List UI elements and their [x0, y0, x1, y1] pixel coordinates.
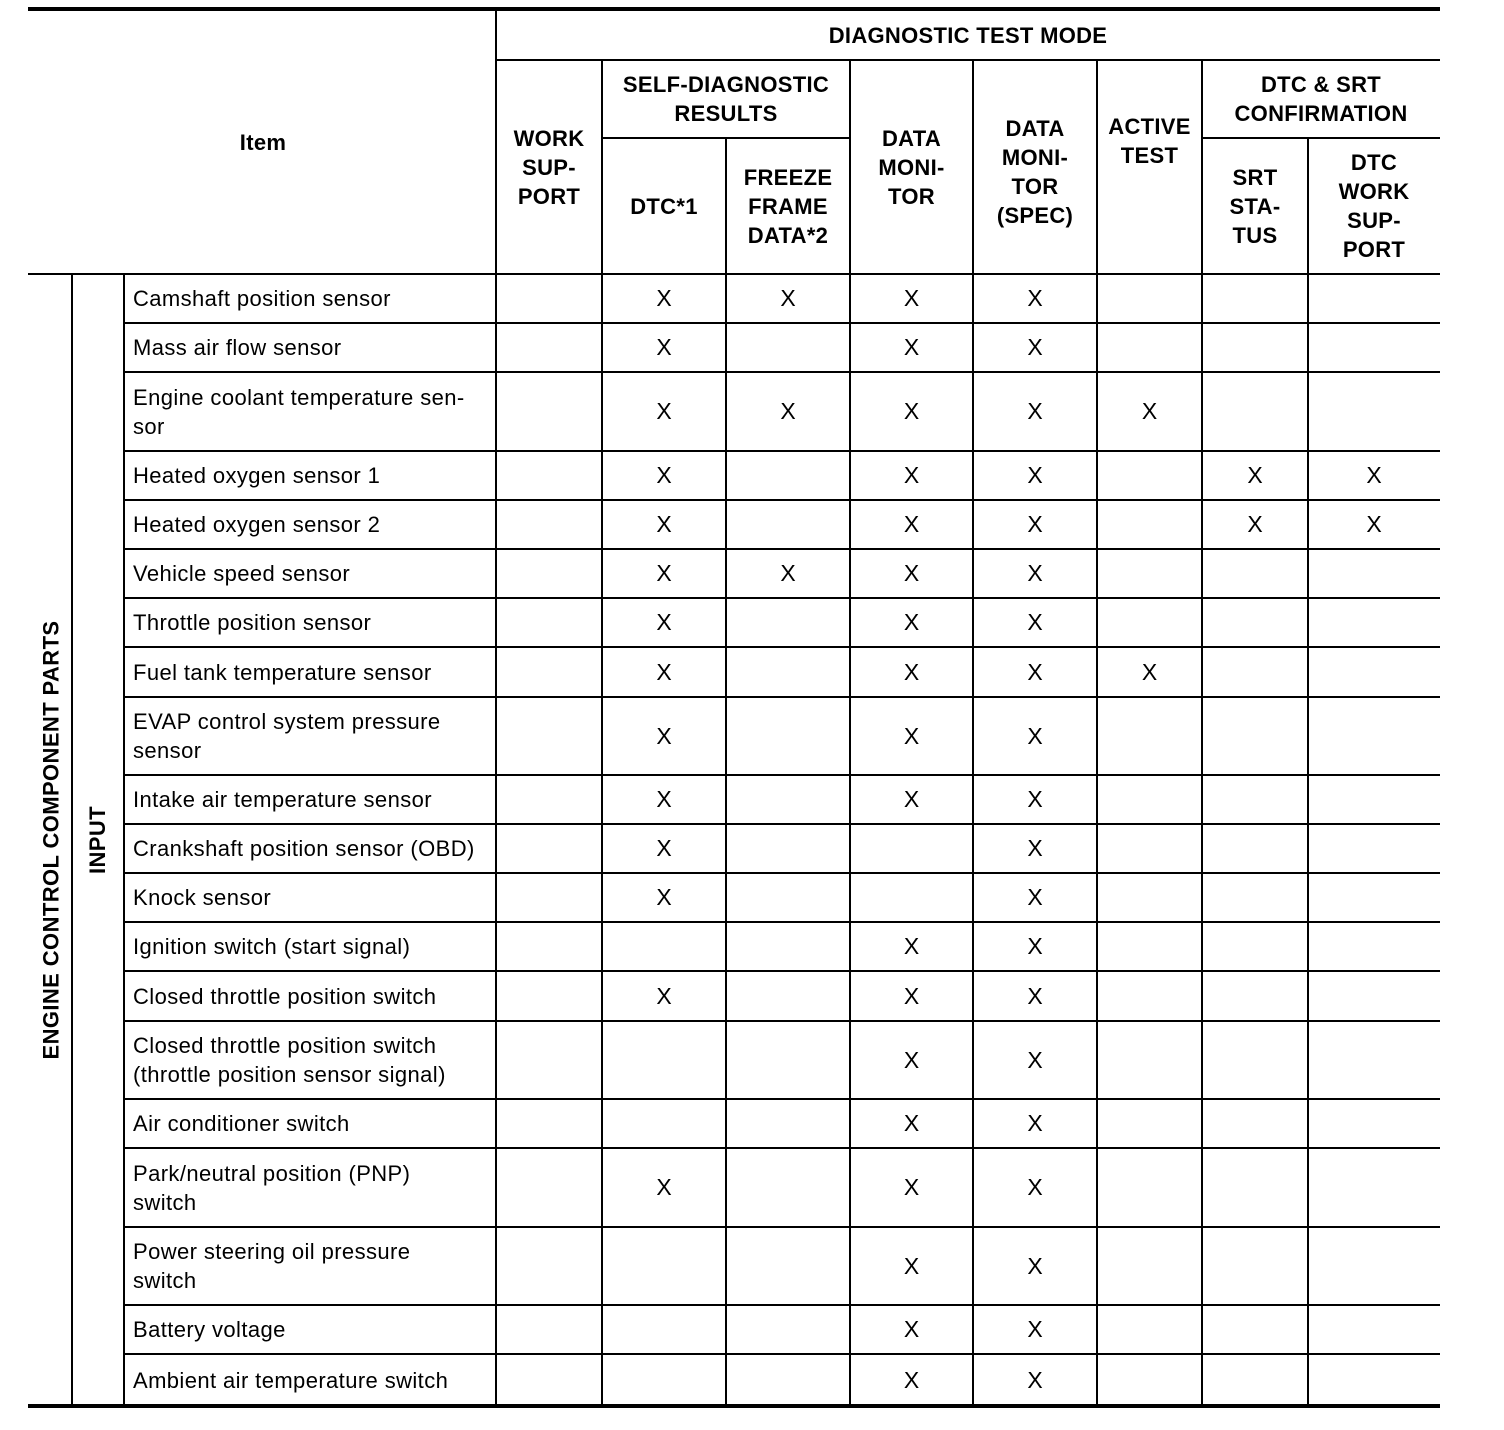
check-mark-dtc: X [656, 462, 672, 488]
side-label-input [72, 274, 124, 1406]
item-name: EVAP control system pressure sensor [133, 709, 441, 763]
rule-horizontal [124, 499, 1440, 501]
rule-horizontal [124, 1147, 1440, 1149]
check-mark-data_monitor_spec: X [1027, 1366, 1043, 1393]
check-mark-data_monitor_spec: X [1027, 1174, 1043, 1200]
check-mark-data_monitor_spec: X [1027, 462, 1043, 488]
rule-vertical [495, 10, 497, 1406]
item-name: Battery voltage [133, 1317, 286, 1342]
check-mark-dtc: X [656, 285, 672, 311]
item-name: Throttle position sensor [133, 610, 372, 635]
check-mark-data_monitor_spec: X [1027, 285, 1043, 311]
check-mark-dtc: X [656, 334, 672, 360]
header-freeze-frame-data: FREEZE FRAME DATA*2 [743, 164, 833, 248]
rule-vertical [601, 60, 603, 1406]
check-mark-freeze_frame: X [780, 398, 796, 424]
check-mark-dtc: X [656, 658, 672, 685]
check-mark-data_monitor: X [903, 1110, 920, 1136]
check-mark-data_monitor_spec: X [1027, 511, 1043, 537]
check-mark-dtc: X [656, 398, 672, 424]
check-mark-data_monitor: X [903, 982, 920, 1009]
item-name: Vehicle speed sensor [133, 561, 351, 586]
item-name: Mass air flow sensor [133, 335, 342, 360]
side-label-engine-control-text: ENGINE CONTROL COMPONENT PARTS [38, 620, 64, 1060]
rule-horizontal [124, 1020, 1440, 1022]
rule-horizontal [124, 774, 1440, 776]
check-mark-data_monitor_spec: X [1027, 1046, 1043, 1073]
side-label-engine-control-component-parts [30, 274, 72, 1406]
rule-vertical [849, 60, 851, 1406]
rule-horizontal [28, 1404, 1440, 1408]
rule-vertical [71, 274, 73, 1406]
check-mark-freeze_frame: X [780, 285, 796, 311]
side-label-input-text: INPUT [85, 806, 110, 874]
check-mark-freeze_frame: X [780, 560, 796, 586]
header-item: Item [239, 129, 287, 155]
item-name: Camshaft position sensor [133, 286, 391, 311]
rule-horizontal [28, 273, 1440, 275]
item-name: Closed throttle position switch [133, 983, 437, 1009]
item-name: Ignition switch (start signal) [133, 934, 411, 959]
rule-horizontal [496, 59, 1440, 61]
check-mark-dtc: X [656, 1174, 672, 1200]
check-mark-data_monitor_spec: X [1027, 658, 1043, 685]
rule-vertical [972, 60, 974, 1406]
rule-horizontal [124, 371, 1440, 373]
check-mark-active_test: X [1141, 658, 1158, 685]
check-mark-dtc: X [656, 835, 672, 861]
rule-horizontal [124, 450, 1440, 452]
rule-horizontal [124, 1304, 1440, 1306]
check-mark-data_monitor_spec: X [1027, 835, 1043, 861]
check-mark-dtc: X [656, 560, 672, 586]
rule-vertical [1096, 60, 1098, 1406]
check-mark-data_monitor_spec: X [1027, 609, 1043, 635]
check-mark-data_monitor_spec: X [1027, 1316, 1043, 1342]
item-name: Power steering oil pressure switch [133, 1239, 411, 1293]
check-mark-data_monitor: X [903, 462, 920, 488]
rule-horizontal [124, 1353, 1440, 1355]
check-mark-data_monitor: X [903, 285, 920, 311]
check-mark-data_monitor: X [903, 786, 920, 812]
rule-horizontal [124, 921, 1440, 923]
rule-horizontal [124, 1098, 1440, 1100]
check-mark-dtc: X [656, 982, 672, 1009]
check-mark-srt_status: X [1247, 511, 1263, 537]
check-mark-dtc: X [656, 786, 672, 812]
check-mark-data_monitor_spec: X [1027, 1110, 1043, 1136]
item-name: Heated oxygen sensor 1 [133, 463, 381, 488]
item-name: Ambient air temperature switch [133, 1367, 449, 1393]
rule-horizontal [124, 970, 1440, 972]
rule-vertical [123, 274, 125, 1406]
rule-horizontal [124, 646, 1440, 648]
check-mark-srt_status: X [1247, 462, 1263, 488]
check-mark-dtc: X [656, 884, 672, 910]
check-mark-data_monitor: X [903, 1046, 920, 1073]
check-mark-data_monitor_spec: X [1027, 398, 1043, 424]
check-mark-dtc_work_support: X [1366, 462, 1382, 488]
rule-vertical [1201, 60, 1203, 1406]
check-mark-data_monitor: X [903, 398, 920, 424]
check-mark-dtc: X [656, 511, 672, 537]
item-name: Crankshaft position sensor (OBD) [133, 836, 475, 861]
header-self-diagnostic-results: SELF-DIAGNOSTIC RESULTS [622, 72, 830, 126]
rule-vertical [1307, 138, 1309, 1406]
check-mark-dtc: X [656, 722, 672, 749]
rule-horizontal [124, 696, 1440, 698]
header-work-support: WORK SUP- PORT [513, 125, 585, 209]
check-mark-data_monitor: X [903, 334, 920, 360]
check-mark-data_monitor: X [903, 1316, 920, 1342]
header-diagnostic-test-mode: DIAGNOSTIC TEST MODE [828, 22, 1108, 48]
item-name: Knock sensor [133, 885, 272, 910]
check-mark-data_monitor: X [903, 511, 920, 537]
check-mark-data_monitor_spec: X [1027, 722, 1043, 749]
rule-horizontal [124, 597, 1440, 599]
check-mark-active_test: X [1141, 398, 1158, 424]
header-dtc-srt-confirmation: DTC & SRT CONFIRMATION [1234, 72, 1408, 126]
rule-horizontal [124, 823, 1440, 825]
header-data-monitor-spec: DATA MONI- TOR (SPEC) [996, 116, 1074, 228]
check-mark-data_monitor: X [903, 933, 920, 959]
item-name: Closed throttle position switch (throttle position sensor signal) [133, 1033, 446, 1087]
rule-horizontal [124, 322, 1440, 324]
check-mark-data_monitor: X [903, 1252, 920, 1279]
check-mark-data_monitor: X [903, 658, 920, 685]
check-mark-data_monitor_spec: X [1027, 334, 1043, 360]
rule-horizontal [124, 548, 1440, 550]
check-mark-dtc_work_support: X [1366, 511, 1382, 537]
item-name: Heated oxygen sensor 2 [133, 512, 381, 537]
item-name: Air conditioner switch [133, 1111, 350, 1136]
check-mark-data_monitor_spec: X [1027, 1252, 1043, 1279]
rule-horizontal [124, 872, 1440, 874]
item-name: Fuel tank temperature sensor [133, 659, 432, 685]
check-mark-data_monitor_spec: X [1027, 560, 1043, 586]
rule-vertical [725, 138, 727, 1406]
rule-horizontal [28, 7, 1440, 11]
header-data-monitor: DATA MONI- TOR [878, 125, 945, 209]
item-name: Intake air temperature sensor [133, 787, 432, 812]
rule-horizontal [1202, 137, 1440, 139]
check-mark-data_monitor_spec: X [1027, 884, 1043, 910]
item-name: Engine coolant temperature sen- sor [133, 384, 465, 439]
rule-horizontal [124, 1226, 1440, 1228]
header-srt-status: SRT STA- TUS [1229, 164, 1281, 248]
check-mark-data_monitor_spec: X [1027, 933, 1043, 959]
header-active-test: ACTIVE TEST [1108, 114, 1191, 168]
header-dtc-work-support: DTC WORK SUP- PORT [1338, 150, 1410, 262]
item-name: Park/neutral position (PNP) switch [133, 1160, 411, 1215]
check-mark-data_monitor: X [903, 1366, 920, 1393]
check-mark-data_monitor_spec: X [1027, 786, 1043, 812]
header-dtc: DTC*1 [630, 193, 698, 219]
check-mark-data_monitor: X [903, 1174, 920, 1200]
check-mark-data_monitor: X [903, 609, 920, 635]
check-mark-data_monitor_spec: X [1027, 982, 1043, 1009]
check-mark-dtc: X [656, 609, 672, 635]
check-mark-data_monitor: X [903, 560, 920, 586]
check-mark-data_monitor: X [903, 722, 920, 749]
